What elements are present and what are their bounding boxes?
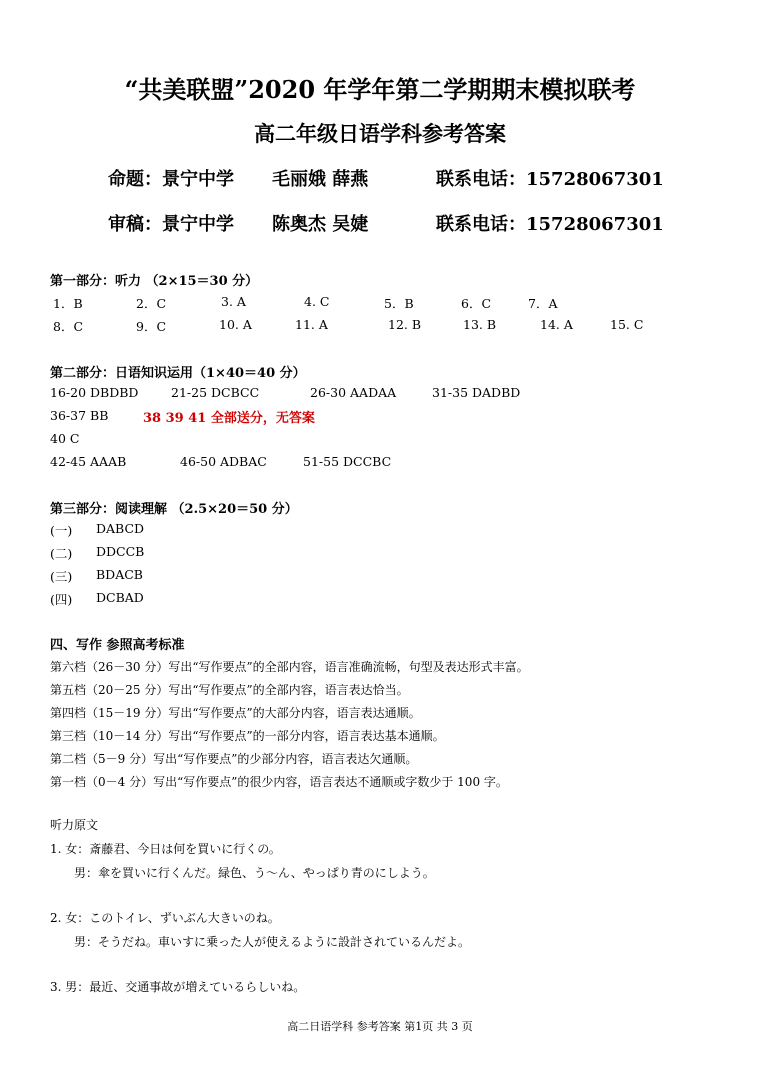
page-footer: 高二日语学科 参考答案 第1页 共 3 页 <box>287 1020 473 1033</box>
reading-num: (一) <box>50 523 73 538</box>
answer-item: 7．A <box>528 296 558 311</box>
part4-heading: 四、写作 参照高考标准 <box>50 638 185 653</box>
reading-answer: BDACB <box>96 567 143 582</box>
transcript-line: 男：傘を買いに行くんだ。緑色、う～ん、やっぱり青のにしよう。 <box>74 866 435 880</box>
reviewer-role: 审稿：景宁中学 <box>108 214 234 235</box>
answer-item: 14. A <box>540 317 573 332</box>
scoring-level: 第二档（5－9 分）写出“写作要点”的少部分内容，语言表达欠通顺。 <box>50 752 418 766</box>
answer-item: 3. A <box>221 294 246 309</box>
answer-item: 13. B <box>463 317 497 332</box>
author-phone: 联系电话：15728067301 <box>436 169 664 190</box>
reading-answer: DCBAD <box>96 590 144 605</box>
answer-group: 21-25 DCBCC <box>171 385 260 400</box>
scoring-level: 第一档（0－4 分）写出“写作要点”的很少内容，语言表达不通顺或字数少于 100 字。 <box>50 775 508 789</box>
answer-item: 15. C <box>610 317 644 332</box>
answer-group: 42-45 AAAB <box>50 454 127 469</box>
answer-group: 31-35 DADBD <box>432 385 521 400</box>
scoring-level: 第六档（26－30 分）写出“写作要点”的全部内容，语言准确流畅，句型及表达形式丰富。 <box>50 660 529 674</box>
answer-item: 1．B <box>53 296 83 311</box>
answer-item: 6．C <box>461 296 492 311</box>
reading-num: (二) <box>50 546 73 561</box>
page-subtitle: 高二年级日语学科参考答案 <box>254 121 506 146</box>
answer-group: 16-20 DBDBD <box>50 385 139 400</box>
answer-item: 11. A <box>295 317 328 332</box>
scoring-level: 第三档（10－14 分）写出“写作要点”的一部分内容，语言表达基本通顺。 <box>50 729 445 743</box>
no-answer-note: 38 39 41 全部送分，无答案 <box>143 411 315 426</box>
reading-num: (三) <box>50 569 73 584</box>
answer-item: 4. C <box>304 294 330 309</box>
scoring-level: 第五档（20－25 分）写出“写作要点”的全部内容，语言表达恰当。 <box>50 683 409 697</box>
part3-heading: 第三部分：阅读理解 （2.5×20＝50 分） <box>50 502 298 517</box>
reading-num: (四) <box>50 592 73 607</box>
reviewer-phone: 联系电话：15728067301 <box>436 214 664 235</box>
answer-item: 12. B <box>388 317 422 332</box>
reading-answer: DDCCB <box>96 544 145 559</box>
answer-group: 40 C <box>50 431 80 446</box>
author-role: 命题：景宁中学 <box>108 169 234 190</box>
transcript-line: 1. 女：斎藤君、今日は何を買いに行くの。 <box>50 842 281 856</box>
answer-group: 26-30 AADAA <box>310 385 397 400</box>
part1-heading: 第一部分：听力 （2×15＝30 分） <box>50 274 259 289</box>
answer-item: 10. A <box>219 317 252 332</box>
reviewer-names: 陈奥杰 吴婕 <box>272 214 369 235</box>
answer-item: 9．C <box>136 319 167 334</box>
answer-item: 5．B <box>384 296 414 311</box>
transcript-line: 3. 男：最近、交通事故が増えているらしいね。 <box>50 980 306 994</box>
author-names: 毛丽娥 薛燕 <box>272 169 369 190</box>
page-title: “共美联盟”2020 年学年第二学期期末模拟联考 <box>124 75 636 104</box>
answer-group: 36-37 BB <box>50 408 109 423</box>
transcript-line: 男：そうだね。車いすに乗った人が使えるように設計されているんだよ。 <box>74 935 471 949</box>
part2-heading: 第二部分：日语知识运用（1×40＝40 分） <box>50 366 306 381</box>
answer-group: 51-55 DCCBC <box>303 454 392 469</box>
transcript-line: 2. 女：このトイレ、ずいぶん大きいのね。 <box>50 911 280 925</box>
scoring-level: 第四档（15－19 分）写出“写作要点”的大部分内容，语言表达通顺。 <box>50 706 421 720</box>
answer-group: 46-50 ADBAC <box>180 454 267 469</box>
reading-answer: DABCD <box>96 521 145 536</box>
listening-heading: 听力原文 <box>50 818 99 832</box>
answer-item: 2．C <box>136 296 167 311</box>
answer-item: 8．C <box>53 319 84 334</box>
